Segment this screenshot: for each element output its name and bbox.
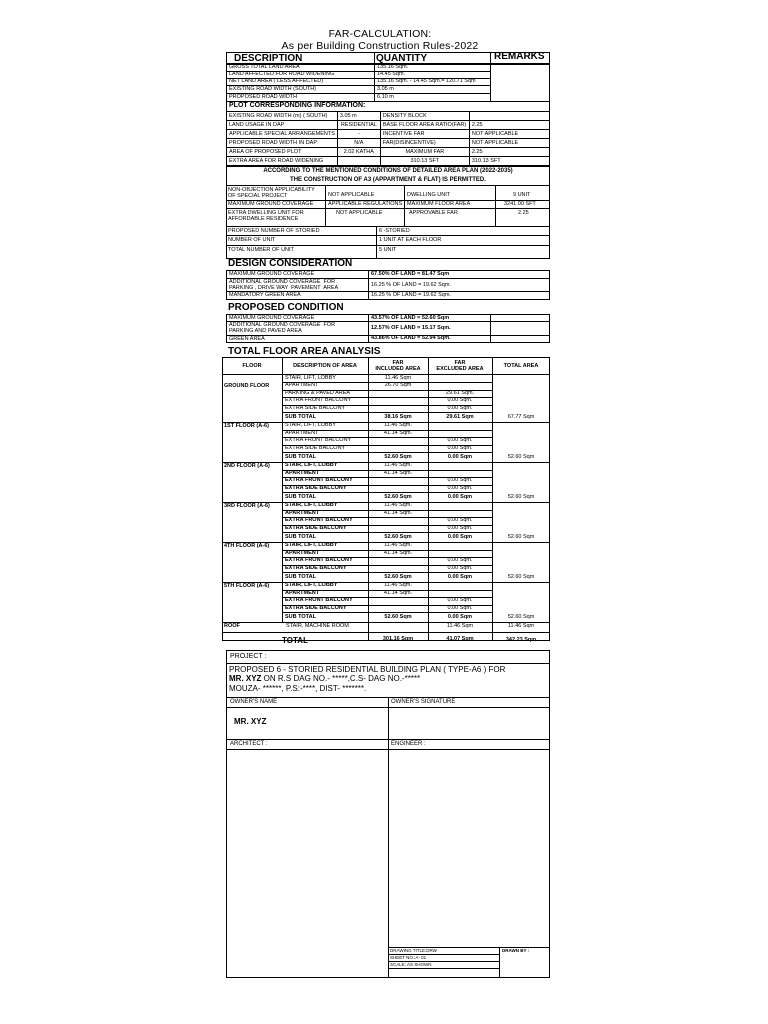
far-included-value: 11.46 Sqm. — [384, 502, 412, 509]
design-value: 67.50% OF LAND = 81.47 Sqm — [371, 271, 450, 277]
table-row — [227, 148, 550, 157]
special-label: MAXIMUM GROUND COVERAGE — [228, 201, 314, 207]
grand-total-far-included: 301.16 Sqm — [382, 635, 414, 642]
area-description: STAIR, LIFT, LOBBY — [285, 542, 338, 549]
grand-total-label: TOTAL — [282, 635, 308, 645]
area-description: STAIR, LIFT, LOBBY — [285, 502, 338, 509]
cell: INCENTIVE FAR — [380, 130, 469, 139]
land-value: 6.10 m — [377, 94, 394, 100]
area-description: EXTRA SIDE BALCONY — [285, 564, 347, 571]
special-label: APPROVABLE FAR — [409, 210, 458, 216]
cell: DENSITY BLOCK — [380, 112, 469, 121]
far-excluded-value: 0.00 Sqm. — [447, 444, 473, 451]
row-divider — [282, 492, 492, 493]
far-included-value: 11.46 Sqm. — [384, 422, 412, 429]
owner-name-inline: MR. XYZ — [229, 674, 262, 683]
engineer-label: ENGINEER : — [391, 741, 426, 747]
area-description: APARTMENT — [285, 469, 320, 476]
area-description: APARTMENT — [285, 589, 320, 596]
subtotal-far-included: 52.60 Sqm — [384, 494, 412, 500]
far-included-value: 41.14 Sqm. — [383, 469, 413, 476]
subtotal-far-excluded: 29.61 Sqm — [446, 414, 474, 420]
subtotal-far-excluded: 0.00 Sqm — [447, 574, 473, 580]
far-excluded-value: 0.00 Sqm. — [447, 597, 473, 604]
dap-notice-line2: THE CONSTRUCTION OF A3 (APPARTMENT & FLAT) IS PERMITTED. — [290, 177, 486, 183]
area-description: PARKING & PAVED AREA — [285, 389, 351, 396]
cell: - — [337, 130, 380, 139]
area-description: EXTRA SIDE BALCONY — [285, 444, 346, 451]
project-line3: MOUZA- ******, P.S:-****, DIST- *******. — [229, 684, 367, 693]
area-description: APARTMENT — [285, 429, 319, 436]
proposed-label: ADDITIONAL GROUND COVERAGE FOR PARKING AND PAVED AREA — [229, 322, 336, 334]
floor-name: GROUND FLOOR — [224, 383, 270, 389]
proposed-value: 43.57% OF LAND = 52.60 Sqm — [371, 315, 450, 321]
subtotal-label: SUB TOTAL — [285, 454, 316, 460]
area-description: EXTRA FRONT BALCONY — [285, 597, 353, 604]
subtotal-far-excluded: 0.00 Sqm — [447, 614, 473, 620]
floor-name: 2ND FLOOR (A-6) — [224, 463, 270, 470]
drawn-by-label: DRAWN BY : — [502, 948, 530, 953]
cell — [337, 157, 380, 166]
area-description: STAIR, MACHINE ROOM — [286, 623, 349, 630]
table-row — [227, 130, 550, 139]
area-description: EXTRA FRONT BALCONY — [285, 517, 353, 524]
table-row — [227, 139, 550, 148]
special-label: EXTRA DWELLING UNIT FOR AFFORDABLE RESIDENCE — [228, 210, 304, 222]
area-description: APARTMENT — [285, 549, 320, 556]
cell: EXISTING ROAD WIDTH (m) ( SOUTH) — [227, 112, 338, 121]
cell: 2.02 KATHA — [337, 148, 380, 157]
subtotal-far-excluded: 0.00 Sqm — [447, 494, 473, 500]
design-label: MAXIMUM GROUND COVERAGE — [229, 271, 315, 277]
far-included-header: FAR INCLUDED AREA — [375, 360, 421, 372]
row-divider — [282, 412, 492, 413]
storey-value: 1 UNIT AT EACH FLOOR — [379, 237, 442, 243]
storey-label: NUMBER OF UNIT — [228, 237, 276, 243]
far-included-value: 41.14 Sqm. — [383, 589, 413, 596]
cell: LAND USAGE IN DAP — [227, 121, 338, 130]
special-value: APPLICABLE REGULATIONS — [328, 201, 403, 207]
subtotal-label: SUB TOTAL — [285, 614, 316, 620]
land-value: 14.45 Sqm. — [377, 71, 406, 77]
cell: BASE FLOOR AREA RATIO(FAR) — [380, 121, 469, 130]
area-description: EXTRA SIDE BALCONY — [285, 604, 347, 611]
remarks-header: REMARKS — [494, 51, 545, 62]
special-value: NOT APPLICABLE — [336, 210, 383, 216]
floor-divider — [222, 632, 550, 633]
subtotal-far-included: 52.60 Sqm — [384, 534, 412, 540]
special-value: 9 UNIT — [513, 192, 531, 198]
far-excluded-value: 0.00 Sqm. — [447, 404, 473, 411]
drawing-title-label: DRAWING TITLE:DRW — [390, 948, 437, 953]
cell: N/A — [337, 139, 380, 148]
subtotal-label: SUB TOTAL — [285, 414, 316, 420]
subtotal-far-included: 38.16 Sqm — [384, 414, 412, 420]
special-value: 3241.00 SFT — [504, 201, 536, 207]
dag-info: ON R.S DAG NO.- *****,C.S- DAG NO.-***** — [261, 674, 421, 683]
far-included-value: 11.46 Sqm. — [384, 542, 412, 549]
area-description: STAIR, LIFT, LOBBY — [285, 375, 336, 381]
storey-label: PROPOSED NUMBER OF STORIED — [228, 228, 320, 234]
area-description: EXTRA SIDE BALCONY — [285, 524, 347, 531]
land-label: PROPOSED ROAD WIDTH — [229, 94, 298, 100]
land-label: GROSS TOTAL LAND AREA — [229, 64, 300, 70]
project-line1: PROPOSED 6 - STORIED RESIDENTIAL BUILDING PLAN ( TYPE-A6 ) FOR — [229, 665, 506, 674]
floor-col-header: FLOOR — [242, 363, 262, 369]
table-row — [227, 157, 550, 166]
area-description: EXTRA FRONT BALCONY — [285, 437, 352, 444]
quantity-header: QUANTITY — [376, 53, 428, 64]
cell: NOT APPLICABLE — [469, 139, 549, 148]
design-value: 16.25 % OF LAND = 19.62 Sqm. — [371, 292, 451, 298]
design-label: MANDATORY GREEN AREA — [229, 292, 301, 298]
subtotal-total: 52.60 Sqm — [507, 574, 535, 580]
project-label: PROJECT : — [230, 653, 267, 660]
sheet-number-label: SHEET NO.:A- 01 — [390, 955, 427, 960]
cell: MAXIMUM FAR — [380, 148, 469, 157]
proposed-label: MAXIMUM GROUND COVERAGE — [229, 315, 315, 321]
proposed-title: PROPOSED CONDITION — [228, 302, 344, 313]
special-section — [226, 186, 550, 226]
tfa-table — [222, 357, 550, 645]
dap-notice-line1: ACCORDING TO THE MENTIONED CONDITIONS OF DETAILED AREA PLAN (2022-2035) — [263, 168, 513, 174]
row-divider — [282, 612, 492, 613]
subtotal-far-included: 52.60 Sqm — [384, 454, 412, 460]
cell: AREA OF PROPOSED PLOT — [227, 148, 338, 157]
cell: FAR(DISINCENTIVE) — [380, 139, 469, 148]
far-included-value: 11.46 Sqm. — [384, 462, 412, 469]
subtotal-label: SUB TOTAL — [285, 494, 316, 500]
plot-info-table — [226, 111, 550, 166]
proposed-label: GREEN AREA — [229, 336, 265, 342]
floor-name: ROOF — [224, 623, 240, 630]
desc-col-header: DESCRIPTION OF AREA — [293, 363, 357, 369]
table-row — [227, 112, 550, 121]
subtotal-far-included: 52.60 Sqm — [384, 614, 412, 620]
storey-value: 6 -STORIED — [379, 228, 410, 234]
cell: 2.25 — [469, 121, 549, 130]
land-value: 3.05 m — [377, 86, 394, 92]
far-excluded-value: 0.00 Sqm. — [447, 437, 473, 444]
area-description: APARTMENT — [285, 509, 320, 516]
far-excluded-value: 11.46 Sqm — [446, 623, 474, 630]
owner-signature-label: OWNER'S SIGNATURE — [391, 699, 456, 705]
owner-name-label: OWNER'S NAME — [230, 699, 278, 705]
far-excluded-header: FAR EXCLUDED AREA — [436, 360, 484, 372]
floor-name: 3RD FLOOR (A-6) — [224, 503, 270, 510]
description-header: DESCRIPTION — [234, 53, 303, 64]
subtotal-far-excluded: 0.00 Sqm — [447, 454, 473, 460]
grand-total-far-excluded: 41.07 Sqm — [446, 635, 474, 642]
land-label: NET LAND AREA ( LESS AFFECTED) — [229, 78, 324, 84]
cell: 310.13 SFT — [469, 157, 549, 166]
cell: EXTRA AREA FOR ROAD WIDENING — [227, 157, 338, 166]
land-value: 135.16 Sqm. — [377, 64, 409, 70]
design-title: DESIGN CONSIDERATION — [228, 258, 353, 269]
land-label: EXISTING ROAD WIDTH (SOUTH) — [229, 86, 317, 92]
owner-name: MR. XYZ — [234, 717, 267, 726]
storey-section — [226, 226, 550, 259]
cell: PROPOSED ROAD WIDTH IN DAP — [227, 139, 338, 148]
cell: RESIDENTIAL — [337, 121, 380, 130]
land-label: LAND AFFECTED FOR ROAD WIDENING — [229, 71, 335, 77]
far-included-value: 11.46 Sqm — [384, 375, 412, 381]
far-excluded-value: 0.00 Sqm. — [447, 484, 473, 491]
subtotal-far-excluded: 0.00 Sqm — [447, 534, 473, 540]
special-value: 2.25 — [518, 210, 529, 216]
row-divider — [282, 572, 492, 573]
subtotal-label: SUB TOTAL — [285, 574, 316, 580]
far-excluded-value: 0.00 Sqm. — [447, 557, 473, 564]
subtotal-label: SUB TOTAL — [285, 534, 316, 540]
cell: APPLICABLE SPECIAL ARRANGEMENTS — [227, 130, 338, 139]
floor-name: 4TH FLOOR (A-6) — [224, 543, 270, 550]
special-value: NOT APPLICABLE — [328, 192, 375, 198]
proposed-value: 43.86% OF LAND = 52.94 Sqm. — [371, 335, 451, 341]
far-excluded-value: 29.61 Sqm. — [445, 389, 475, 396]
cell: 2.25 — [469, 148, 549, 157]
far-included-value: 41.14 Sqm. — [383, 549, 413, 556]
far-excluded-value: 0.00 Sqm. — [447, 604, 473, 611]
proposed-value: 12.57% OF LAND = 15.17 Sqm. — [371, 325, 451, 331]
far-included-value: 41.14 Sqm. — [383, 509, 413, 516]
plot-info-title: PLOT CORRESPONDING INFORMATION: — [229, 102, 366, 109]
area-description: EXTRA SIDE BALCONY — [285, 484, 347, 491]
total-col-header: TOTAL AREA — [503, 363, 539, 369]
land-value: 135.16 Sqm. - 14.45 Sqm.= 120.71 Sqm — [377, 78, 476, 84]
scale-label: SCALE: AS SHOWN — [390, 962, 432, 967]
special-label: DWELLING UNIT — [407, 192, 451, 198]
far-included-value: 41.14 Sqm. — [383, 429, 413, 436]
total-value: 11.46 Sqm — [507, 623, 535, 630]
cell: NOT APPLICABLE — [469, 130, 549, 139]
grand-total-area: 342.23 Sqm — [505, 636, 537, 643]
cell: 3.05 m — [337, 112, 380, 121]
far-excluded-value: 0.00 Sqm. — [447, 397, 473, 404]
storey-label: TOTAL NUMBER OF UNIT — [228, 247, 294, 253]
floor-name: 1ST FLOOR (A-6) — [224, 423, 269, 430]
tfa-title: TOTAL FLOOR AREA ANALYSIS — [228, 346, 381, 357]
subtotal-total: 67.77 Sqm — [507, 414, 535, 420]
design-label: ADDITIONAL GROUND COVERAGE FOR PARKING , DRIVE WAY PAVEMENT AREA — [229, 279, 339, 291]
special-label: MAXIMUM FLOOR AREA — [407, 201, 471, 207]
subtotal-far-included: 52.60 Sqm — [384, 574, 412, 580]
floor-name: 5TH FLOOR (A-6) — [224, 583, 270, 590]
area-description: STAIR, LIFT, LOBBY — [285, 422, 336, 429]
far-excluded-value: 0.00 Sqm. — [447, 477, 473, 484]
architect-label: ARCHITECT : — [230, 741, 268, 747]
area-description: STAIR, LIFT, LOBBY — [285, 582, 338, 589]
far-excluded-value: 0.00 Sqm. — [447, 564, 473, 571]
row-divider — [282, 532, 492, 533]
area-description: EXTRA FRONT BALCONY — [285, 477, 353, 484]
area-description: EXTRA FRONT BALCONY — [285, 397, 352, 404]
cell — [469, 112, 549, 121]
design-value: 16.25 % OF LAND = 19.62 Sqm. — [371, 282, 451, 288]
storey-value: 5 UNIT — [379, 247, 397, 253]
special-label: NON-OBJECTION APPLICABILITY OF SPECIAL PROJECT — [228, 187, 315, 199]
project-line2 — [229, 674, 420, 683]
area-description: STAIR, LIFT, LOBBY — [285, 462, 338, 469]
subtotal-total: 52.60 Sqm — [507, 534, 535, 540]
row-divider — [282, 452, 492, 453]
area-description: EXTRA FRONT BALCONY — [285, 557, 353, 564]
table-row — [227, 121, 550, 130]
area-description: APARTMENT — [285, 382, 319, 389]
subtotal-total: 52.60 Sqm — [507, 454, 535, 460]
far-included-value: 26.70 Sqm — [384, 382, 412, 389]
page-subtitle: As per Building Construction Rules-2022 — [281, 40, 479, 52]
subtotal-total: 52.60 Sqm — [507, 614, 535, 620]
page-title: FAR-CALCULATION: — [328, 28, 432, 40]
area-description: EXTRA SIDE BALCONY — [285, 404, 346, 411]
cell: 310.13 SFT — [380, 157, 469, 166]
far-excluded-value: 0.00 Sqm. — [447, 517, 473, 524]
far-included-value: 11.46 Sqm. — [384, 582, 412, 589]
far-excluded-value: 0.00 Sqm. — [447, 524, 473, 531]
subtotal-total: 52.60 Sqm — [507, 494, 535, 500]
